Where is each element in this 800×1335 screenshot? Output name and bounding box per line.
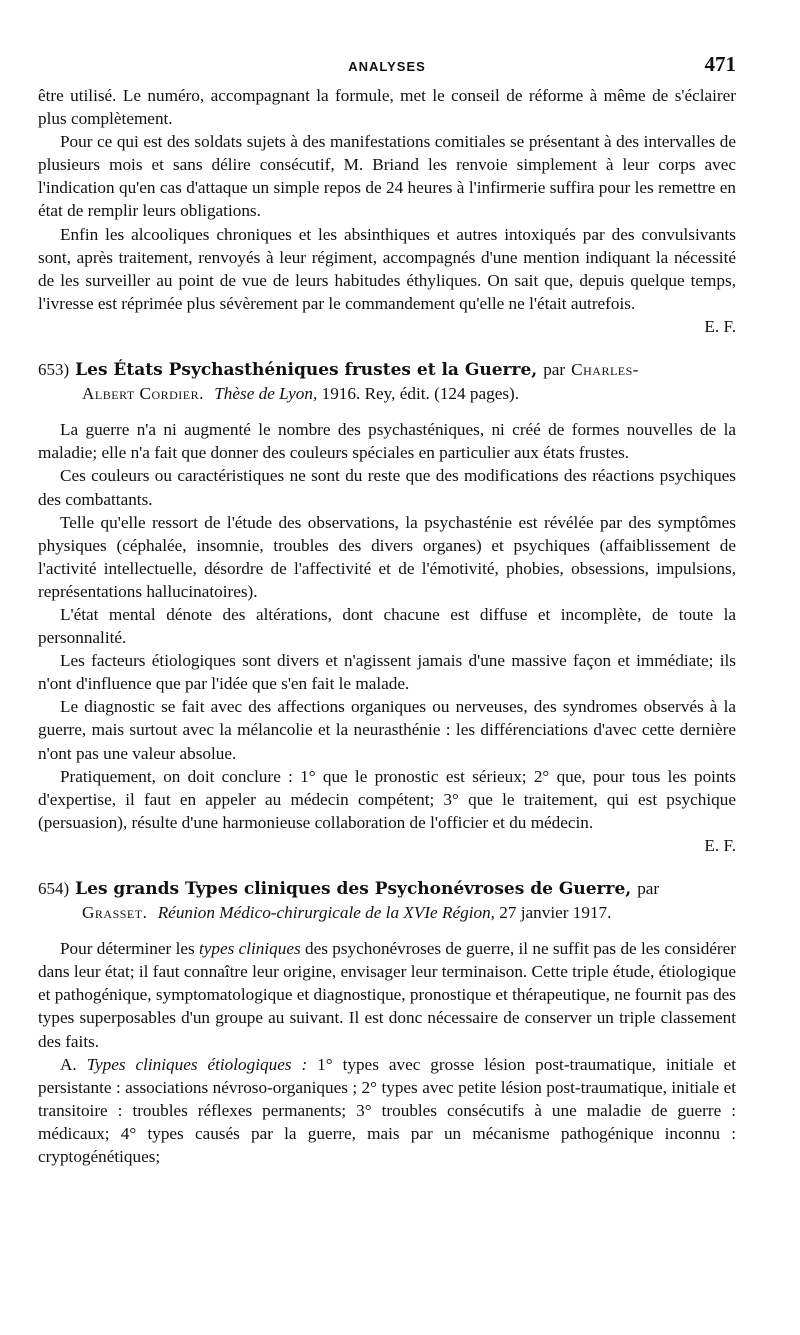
article-654-p1-start: Pour déterminer les	[60, 939, 199, 959]
article-654-p2-text: 1° types avec grosse lésion post-traumatique, initiale et persistante : associations névroso-organiques ; 2° types avec petite lésion post-traumatique, initiale et transitoire : troubles réflexes permanents; 3° troubles consécutifs à une maladie de guerre : médicaux; 4° types causés par la guerre, mais par un mécanisme pathogénique inconnu : cryptogénétiques;	[38, 1054, 736, 1167]
article-653-source: Thèse de Lyon,	[214, 384, 318, 404]
page-header	[38, 0, 736, 84]
article-654-p1-emphasis: types cliniques	[198, 939, 301, 959]
article-654-p1-rest: des psychonévroses de guerre, il ne suffit pas de les considérer dans leur état; il faut connaître leur origine, envisager leur terminaison. Cette triple étude, étiologique et pathogénique, symptomatologique et diagnostique, pronostique et thérapeutique, ne fournit pas des types superposables d'un groupe au suivant. Il est donc nécessaire de conserver un triple classement des faits.	[38, 939, 736, 1051]
intro-signature: E. F.	[704, 316, 736, 336]
intro-paragraph-2: Pour ce qui est des soldats sujets à des manifestations comitiales se présentant à des intervalles de plusieurs mois et sans délire consécutif, M. Briand les renvoie simplement à leur corps avec l'indication qu'en cas d'attaque un simple repos de 24 heures à l'infirmerie suffira pour les remettre en état de remplir leurs obligations.	[38, 132, 736, 221]
article-654-paragraph-2	[38, 1053, 736, 1168]
article-654-source: Réunion Médico-chirurgicale de la XVIe Région,	[157, 903, 495, 923]
page	[38, 0, 736, 1168]
intro-paragraph-1: être utilisé. Le numéro, accompagnant la formule, met le conseil de réforme à même de s'éclairer plus complètement.	[38, 86, 736, 129]
article-654-p2-emphasis: Types cliniques étiologiques :	[86, 1054, 308, 1074]
article-653-author: Albert Cordier.	[82, 384, 204, 404]
article-653-details: 1916. Rey, édit. (124 pages).	[321, 384, 520, 404]
article-653-by: par	[543, 360, 566, 380]
article-654-p2-label: A.	[60, 1054, 87, 1074]
article-653-heading	[38, 358, 736, 405]
running-title: ANALYSES	[348, 59, 426, 74]
article-653-signature: E. F.	[704, 835, 736, 855]
intro-paragraph-3	[38, 223, 736, 315]
article-654-heading	[38, 877, 736, 924]
page-body	[38, 84, 736, 1168]
article-653-number: 653)	[38, 360, 70, 380]
article-653-paragraph-6: Le diagnostic se fait avec des affections organiques ou nerveuses, des syndromes observés à la guerre, mais surtout avec la mélancolie et la neurasthénie : les différenciations d'avec cette dernière n'ont pas une valeur absolue.	[38, 697, 736, 763]
article-653-author-first: Charles-	[571, 360, 640, 380]
article-653-paragraph-5: Les facteurs étiologiques sont divers et n'agissent jamais d'une massive façon et immédiate; ils n'ont d'influence que par l'idée que s'en fait le malade.	[38, 651, 736, 694]
article-653-paragraph-7: Pratiquement, on doit conclure : 1° que le pronostic est sérieux; 2° que, pour tous les points d'expertise, il faut en appeler au médecin compétent; 3° que le traitement, qui est psychique (persuasion), résulte d'une harmonieuse collaboration de l'officier et du médecin.	[38, 766, 736, 832]
article-653-paragraph-1: La guerre n'a ni augmenté le nombre des psychasténiques, ni créé de formes nouvelles de la maladie; elle n'a fait que donner des couleurs spéciales en particulier aux états frustes.	[38, 420, 736, 463]
article-654-number: 654)	[38, 879, 70, 898]
article-653-paragraph-2: Ces couleurs ou caractéristiques ne sont du reste que des modifications des réactions psychiques des combattants.	[38, 466, 736, 509]
article-653-title: Les États Psychasthéniques frustes et la Guerre,	[75, 360, 538, 381]
article-654-by: par	[637, 879, 660, 898]
page-number: 471	[704, 52, 736, 76]
article-653-paragraph-4: L'état mental dénote des altérations, dont chacune est diffuse et incomplète, de toute la personnalité.	[38, 604, 736, 648]
article-654-details: 27 janvier 1917.	[499, 903, 612, 923]
article-653-signature-line	[38, 834, 736, 857]
article-654-paragraph-1	[38, 937, 736, 1052]
article-654-author: Grasset.	[82, 903, 148, 923]
article-654-title: Les grands Types cliniques des Psychonévroses de Guerre,	[75, 879, 632, 899]
intro-paragraph-3-text: Enfin les alcooliques chroniques et les absinthiques et autres intoxiqués par des convulsivants sont, après traitement, renvoyés à leur régiment, accompagnés d'une mention indiquant la nécessité de les surveiller au point de vue de leurs habitudes éthyliques. On sait que, depuis quelque temps, l'ivresse est réprimée plus sévèrement par le commandement qu'elle ne l'était autrefois.	[38, 224, 736, 313]
article-653-paragraph-3: Telle qu'elle ressort de l'étude des observations, la psychasténie est révélée par des symptômes physiques (céphalée, insomnie, troubles des divers organes) et psychiques (affaiblissement de l'activité intellectuelle, désordre de l'affectivité et de l'émotivité, phobies, obsessions, impulsions, représentations hallucinatoires).	[38, 512, 736, 601]
intro-signature-line	[38, 315, 736, 338]
